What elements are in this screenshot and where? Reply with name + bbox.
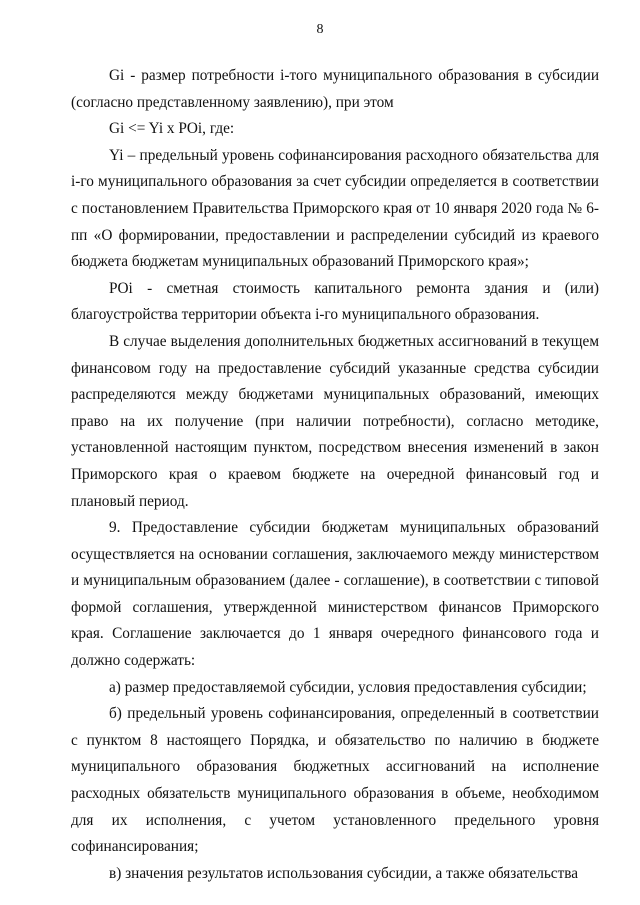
- page-number: 8: [316, 22, 324, 37]
- paragraph-gi-definition: Gi - размер потребности i-того муниципального образования в субсидии (согласно представленному заявлению), при этом: [71, 67, 599, 111]
- paragraph-subitem-v: в) значения результатов использования субсидии, а также обязательства: [109, 864, 579, 882]
- paragraph-subitem-a: а) размер предоставляемой субсидии, условия предоставления субсидии;: [109, 678, 587, 696]
- paragraph-additional-allocations: В случае выделения дополнительных бюджетных ассигнований в текущем финансовом году на предоставление субсидий указанные средства субсидии распределяются между бюджетами муниципальных образований, имеющих право на их получение (при наличии потребности), согласно методике, установленной настоящим пунктом, посредством внесения изменений в закон Приморского края о краевом бюджете на очередной финансовый год и плановый период.: [71, 332, 599, 510]
- paragraph-formula: Gi <= Yi x POi, где:: [109, 120, 235, 138]
- paragraph-poi-definition: POi - сметная стоимость капитального ремонта здания и (или) благоустройства территории объекта i-го муниципального образования.: [71, 279, 599, 324]
- document-body: [71, 63, 599, 887]
- paragraph-subitem-b: б) предельный уровень софинансирования, определенный в соответствии с пунктом 8 настоящего Порядка, и обязательство по наличию в бюджете муниципального образования бюджетных ассигнований на исполнение расходных обязательств муниципального образования в объеме, необходимом для их исполнения, с учетом установленного предельного уровня софинансирования;: [71, 705, 599, 856]
- paragraph-item-9: 9. Предоставление субсидии бюджетам муниципальных образований осуществляется на основании соглашения, заключаемого между министерством и муниципальным образованием (далее - соглашение), в соответствии с типовой формой соглашения, утвержденной министерством финансов Приморского края. Соглашение заключается до 1 января очередного финансового года и должно содержать:: [71, 519, 599, 670]
- paragraph-yi-definition: Yi – предельный уровень софинансирования расходного обязательства для i-го муниципального образования за счет субсидии определяется в соответствии с постановлением Правительства Приморского края от 10 января 2020 года № 6-пп «О формировании, предоставлении и распределении субсидий из краевого бюджета бюджетам муниципальных образований Приморского края»;: [71, 146, 599, 271]
